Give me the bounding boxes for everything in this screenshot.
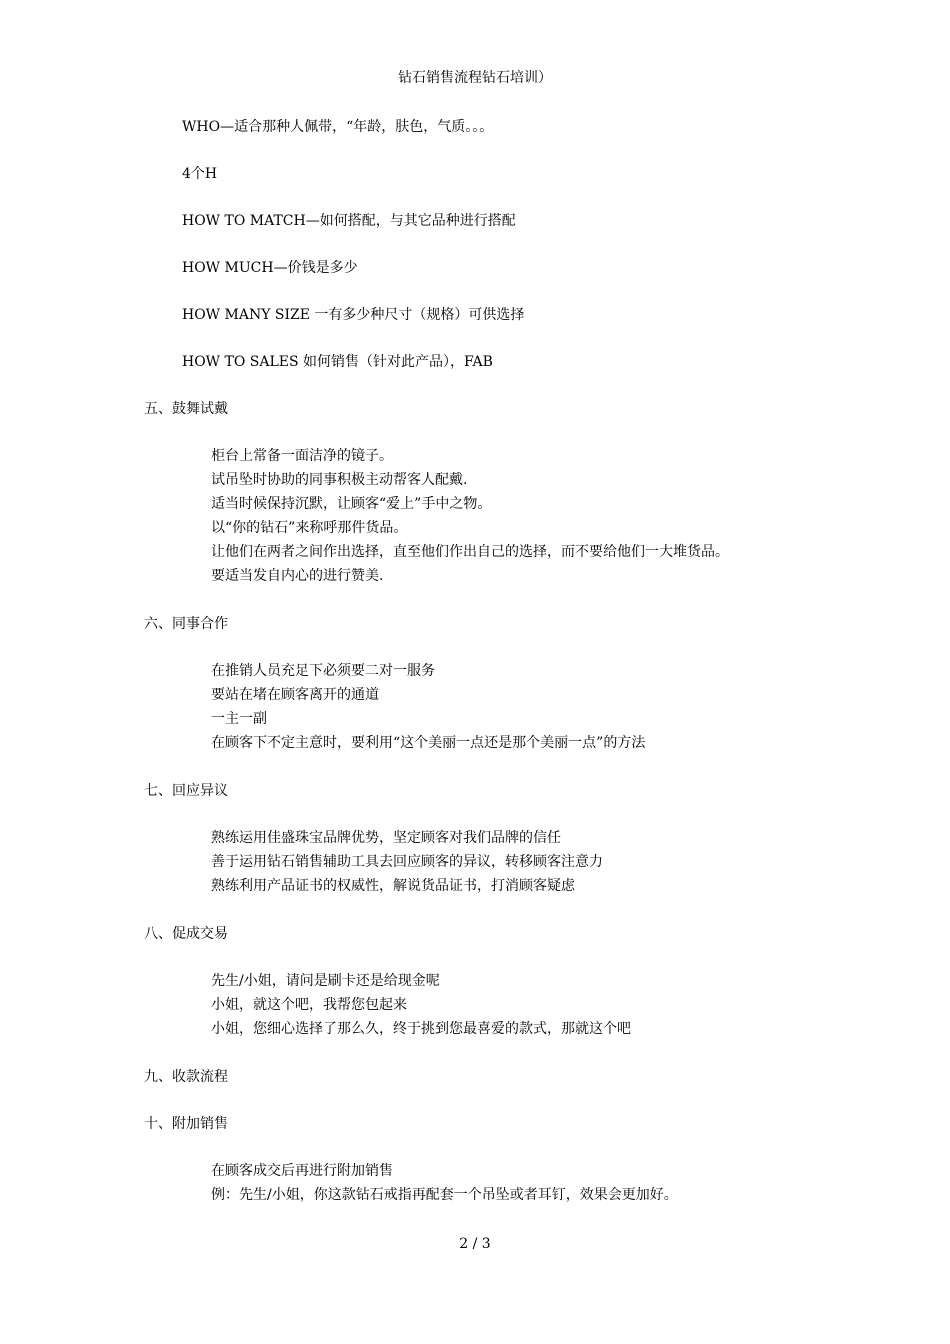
list-item: 试吊坠时协助的同事积极主动帮客人配戴. <box>211 472 468 488</box>
list-item: 小姐，就这个吧，我帮您包起来 <box>211 997 407 1013</box>
section-heading: 五、鼓舞试戴 <box>144 401 228 417</box>
how-to-match-line: HOW TO MATCH—如何搭配，与其它品种进行搭配 <box>182 213 516 229</box>
list-item: 熟练利用产品证书的权威性，解说货品证书，打消顾客疑虑 <box>211 878 575 894</box>
four-h-line: 4个H <box>182 166 218 182</box>
list-item: 在顾客成交后再进行附加销售 <box>211 1163 393 1179</box>
list-item: 例：先生/小姐，你这款钻石戒指再配套一个吊坠或者耳钉，效果会更加好。 <box>211 1187 678 1203</box>
list-item: 善于运用钻石销售辅助工具去回应顾客的异议，转移顾客注意力 <box>211 854 603 870</box>
list-item: 小姐，您细心选择了那么久，终于挑到您最喜爱的款式，那就这个吧 <box>211 1021 631 1037</box>
list-item: 先生/小姐，请问是刷卡还是给现金呢 <box>211 973 440 989</box>
list-item: 要站在堵在顾客离开的通道 <box>211 687 379 703</box>
how-much-line: HOW MUCH—价钱是多少 <box>182 260 358 276</box>
section-heading: 十、附加销售 <box>144 1116 228 1132</box>
list-item: 以“你的钻石”来称呼那件货品。 <box>211 520 408 536</box>
list-item: 适当时候保持沉默，让顾客“爱上”手中之物。 <box>211 496 492 512</box>
how-many-size-line: HOW MANY SIZE 一有多少种尺寸（规格）可供选择 <box>182 307 525 323</box>
list-item: 熟练运用佳盛珠宝品牌优势，坚定顾客对我们品牌的信任 <box>211 830 561 846</box>
page-number: 2 / 3 <box>459 1236 491 1252</box>
list-item: 要适当发自内心的进行赞美. <box>211 568 384 584</box>
list-item: 在推销人员充足下必须要二对一服务 <box>211 663 435 679</box>
list-item: 柜台上常备一面洁净的镜子。 <box>211 448 393 464</box>
list-item: 让他们在两者之间作出选择，直至他们作出自己的选择，而不要给他们一大堆货品。 <box>211 544 729 560</box>
who-line: WHO—适合那种人佩带，“年龄，肤色，气质。。。 <box>182 119 494 135</box>
how-to-sales-line: HOW TO SALES 如何销售（针对此产品），FAB <box>182 354 493 370</box>
section-heading: 九、收款流程 <box>144 1069 228 1085</box>
list-item: 一主一副 <box>211 711 267 727</box>
list-item: 在顾客下不定主意时，要利用“这个美丽一点还是那个美丽一点”的方法 <box>211 735 646 751</box>
section-heading: 六、同事合作 <box>144 616 228 632</box>
page-header-title: 钻石销售流程钻石培训） <box>398 70 552 86</box>
section-heading: 八、促成交易 <box>144 926 228 942</box>
section-heading: 七、回应异议 <box>144 783 228 799</box>
